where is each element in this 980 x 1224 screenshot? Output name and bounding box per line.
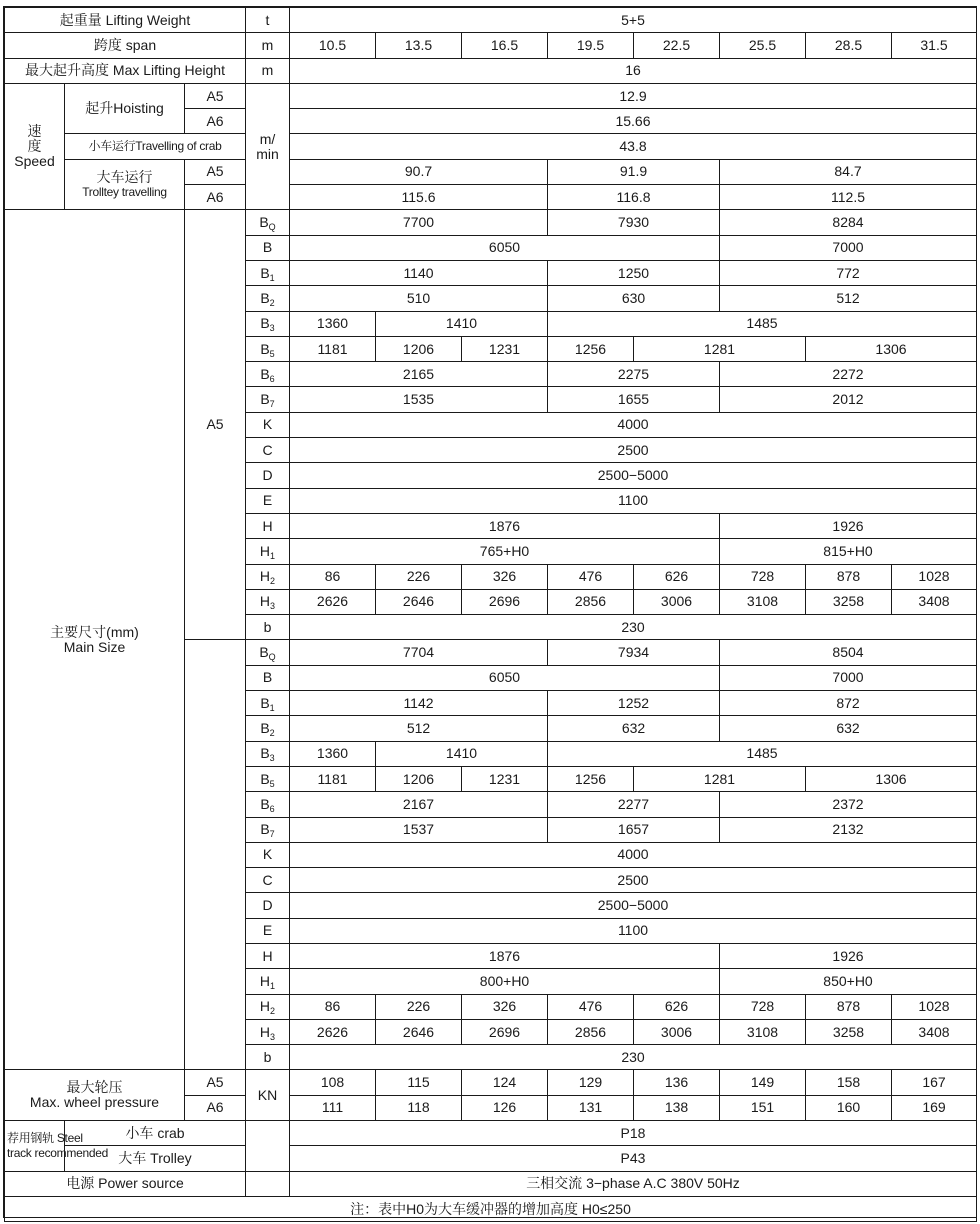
duty-a5: A5 [185,1070,246,1095]
cell: 2856 [548,1019,634,1044]
unit-m: m [246,33,290,58]
cell: 124 [462,1070,548,1095]
unit-blank [246,1121,290,1172]
symbol-h2: $H_2$ [246,994,290,1019]
cell: 1028 [892,564,977,589]
symbol-b-small: b [246,1045,290,1070]
cell: 1281 [634,336,806,361]
cell: 1655 [548,387,720,412]
symbol-b1: $B_1$ [246,691,290,716]
symbol-k: K [246,412,290,437]
row-power-source [5,1171,977,1196]
row-rail-trolley [5,1146,977,1171]
cell: 226 [376,994,462,1019]
cell: 1306 [806,766,977,791]
cell: 626 [634,994,720,1019]
label-hoisting: 起升Hoisting [65,83,185,134]
cell: 158 [806,1070,892,1095]
label-speed: 速 度 Speed [5,83,65,209]
span-value: 16.5 [462,33,548,58]
cell: 326 [462,994,548,1019]
cell: 129 [548,1070,634,1095]
cell: 126 [462,1095,548,1120]
cell: 86 [290,994,376,1019]
symbol-h1: $H_1$ [246,539,290,564]
symbol-b5: $B_5$ [246,766,290,791]
cell: 728 [720,564,806,589]
cell: 1100 [290,918,977,943]
cell: 1250 [548,260,720,285]
cell: 1360 [290,311,376,336]
duty-a6-group [185,640,246,1070]
cell: 230 [290,1045,977,1070]
cell: 230 [290,615,977,640]
cell: 7000 [720,235,977,260]
symbol-b3: $B_3$ [246,311,290,336]
label-span: 跨度 span [5,33,246,58]
cell: 2500 [290,868,977,893]
cell: 326 [462,564,548,589]
cell: 108 [290,1070,376,1095]
symbol-b7: $B_7$ [246,817,290,842]
unit-m: m [246,58,290,83]
cell: 7000 [720,665,977,690]
cell: 2132 [720,817,977,842]
cell: 118 [376,1095,462,1120]
cell: 630 [548,286,720,311]
value-crab-travel: 43.8 [290,134,977,159]
row-hoisting-a5 [5,83,977,108]
span-value: 28.5 [806,33,892,58]
cell: 1028 [892,994,977,1019]
cell: 111 [290,1095,376,1120]
cell: 136 [634,1070,720,1095]
cell: 84.7 [720,159,977,184]
cell: 1360 [290,741,376,766]
cell: 2012 [720,387,977,412]
row-wheel-pressure-a5 [5,1070,977,1095]
cell: 7930 [548,210,720,235]
cell: 2167 [290,792,548,817]
label-trolley-travel: 大车运行 Trolltey travelling [65,159,185,210]
symbol-d: D [246,463,290,488]
duty-a5: A5 [185,83,246,108]
cell: 3408 [892,589,977,614]
cell: 7700 [290,210,548,235]
cell: 1231 [462,336,548,361]
symbol-h: H [246,513,290,538]
row-note [5,1196,977,1221]
value-lifting-weight: 5+5 [290,8,977,33]
symbol-bq: $B_Q$ [246,640,290,665]
row-rail-crab [5,1121,977,1146]
cell: 2277 [548,792,720,817]
value-rail-crab: P18 [290,1121,977,1146]
value-max-lifting-height: 16 [290,58,977,83]
label-max-lifting-height: 最大起升高度 Max Lifting Height [5,58,246,83]
cell: 112.5 [720,185,977,210]
symbol-b-small: b [246,615,290,640]
cell: 226 [376,564,462,589]
cell: 116.8 [548,185,720,210]
cell: 3258 [806,589,892,614]
cell: 1537 [290,817,548,842]
cell: 1181 [290,336,376,361]
cell: 1306 [806,336,977,361]
label-lifting-weight: 起重量 Lifting Weight [5,8,246,33]
cell: 2372 [720,792,977,817]
span-value: 19.5 [548,33,634,58]
spec-sheet [3,6,977,1218]
duty-a6: A6 [185,185,246,210]
cell: 138 [634,1095,720,1120]
cell: 2646 [376,589,462,614]
unit-kn: KN [246,1070,290,1121]
cell: 160 [806,1095,892,1120]
symbol-b2: $B_2$ [246,716,290,741]
symbol-b6: $B_6$ [246,792,290,817]
symbol-h3: $H_3$ [246,589,290,614]
cell: 151 [720,1095,806,1120]
row-max-lifting-height [5,58,977,83]
duty-a6: A6 [185,109,246,134]
cell: 2696 [462,589,548,614]
cell: 1256 [548,766,634,791]
symbol-h2: $H_2$ [246,564,290,589]
cell: 1140 [290,260,548,285]
cell: 1410 [376,311,548,336]
cell: 2272 [720,362,977,387]
cell: 167 [892,1070,977,1095]
cell: 1926 [720,513,977,538]
label-trolley: 大车 Trolley [65,1146,246,1171]
cell: 1485 [548,311,977,336]
cell: 7934 [548,640,720,665]
cell: 476 [548,564,634,589]
cell: 115 [376,1070,462,1095]
span-value: 10.5 [290,33,376,58]
cell: 91.9 [548,159,720,184]
cell: 7704 [290,640,548,665]
cell: 512 [720,286,977,311]
row-crab-travel [5,134,977,159]
note: 注：表中H0为大车缓冲器的增加高度 H0≤250 [5,1196,977,1221]
symbol-h1: $H_1$ [246,969,290,994]
cell: 8504 [720,640,977,665]
cell: 765+H0 [290,539,720,564]
cell: 3108 [720,589,806,614]
unit-blank [246,1171,290,1196]
row-trolley-a5 [5,159,977,184]
cell: 2626 [290,1019,376,1044]
symbol-e: E [246,488,290,513]
cell: 510 [290,286,548,311]
cell: 1252 [548,691,720,716]
cell: 90.7 [290,159,548,184]
cell: 1100 [290,488,977,513]
cell: 2646 [376,1019,462,1044]
label-wheel-pressure: 最大轮压 Max. wheel pressure [5,1070,185,1121]
cell: 2626 [290,589,376,614]
label-main-size: 主要尺寸(mm) Main Size [5,210,185,1070]
span-value: 13.5 [376,33,462,58]
cell: 878 [806,994,892,1019]
cell: 2500−5000 [290,893,977,918]
symbol-b1: $B_1$ [246,260,290,285]
span-value: 25.5 [720,33,806,58]
cell: 1926 [720,943,977,968]
span-value: 22.5 [634,33,720,58]
cell: 878 [806,564,892,589]
symbol-b3: $B_3$ [246,741,290,766]
cell: 512 [290,716,548,741]
value-hoisting-a5: 12.9 [290,83,977,108]
symbol-k: K [246,842,290,867]
unit-speed: m/ min [246,83,290,209]
symbol-b: B [246,235,290,260]
cell: 2856 [548,589,634,614]
cell: 476 [548,994,634,1019]
cell: 1281 [634,766,806,791]
symbol-b7: $B_7$ [246,387,290,412]
label-crab-travel: 小车运行Travelling of crab [65,134,246,159]
cell: 131 [548,1095,634,1120]
cell: 3258 [806,1019,892,1044]
cell: 632 [548,716,720,741]
symbol-h3: $H_3$ [246,1019,290,1044]
cell: 3108 [720,1019,806,1044]
row-lifting-weight [5,8,977,33]
value-power-source: 三相交流 3−phase A.C 380V 50Hz [290,1171,977,1196]
cell: 1535 [290,387,548,412]
duty-a5-group: A5 [185,210,246,640]
value-hoisting-a6: 15.66 [290,109,977,134]
cell: 6050 [290,665,720,690]
cell: 626 [634,564,720,589]
cell: 872 [720,691,977,716]
cell: 1206 [376,336,462,361]
label-crab: 小车 crab [65,1121,246,1146]
cell: 800+H0 [290,969,720,994]
row-span [5,33,977,58]
symbol-d: D [246,893,290,918]
cell: 3408 [892,1019,977,1044]
symbol-e: E [246,918,290,943]
cell: 632 [720,716,977,741]
label-steel-track: 荐用钢轨 Steel track recommended [5,1121,65,1172]
crane-spec-table [4,7,977,1222]
cell: 2500 [290,438,977,463]
cell: 1142 [290,691,548,716]
cell: 4000 [290,842,977,867]
duty-a5: A5 [185,159,246,184]
symbol-b2: $B_2$ [246,286,290,311]
duty-a6: A6 [185,1095,246,1120]
cell: 2275 [548,362,720,387]
cell: 1876 [290,943,720,968]
cell: 1231 [462,766,548,791]
cell: 86 [290,564,376,589]
symbol-bq: $B_Q$ [246,210,290,235]
symbol-b5: $B_5$ [246,336,290,361]
cell: 4000 [290,412,977,437]
symbol-b: B [246,665,290,690]
cell: 3006 [634,589,720,614]
cell: 1657 [548,817,720,842]
symbol-c: C [246,868,290,893]
cell: 1876 [290,513,720,538]
cell: 772 [720,260,977,285]
cell: 2165 [290,362,548,387]
cell: 115.6 [290,185,548,210]
symbol-b6: $B_6$ [246,362,290,387]
cell: 169 [892,1095,977,1120]
label-power-source: 电源 Power source [5,1171,246,1196]
cell: 728 [720,994,806,1019]
value-rail-trolley: P43 [290,1146,977,1171]
cell: 850+H0 [720,969,977,994]
cell: 8284 [720,210,977,235]
cell: 2696 [462,1019,548,1044]
row-a5-bq [5,210,977,235]
cell: 1485 [548,741,977,766]
cell: 149 [720,1070,806,1095]
span-value: 31.5 [892,33,977,58]
unit-t: t [246,8,290,33]
cell: 3006 [634,1019,720,1044]
cell: 815+H0 [720,539,977,564]
symbol-h: H [246,943,290,968]
cell: 1181 [290,766,376,791]
symbol-c: C [246,438,290,463]
cell: 1410 [376,741,548,766]
cell: 6050 [290,235,720,260]
cell: 2500−5000 [290,463,977,488]
cell: 1256 [548,336,634,361]
cell: 1206 [376,766,462,791]
